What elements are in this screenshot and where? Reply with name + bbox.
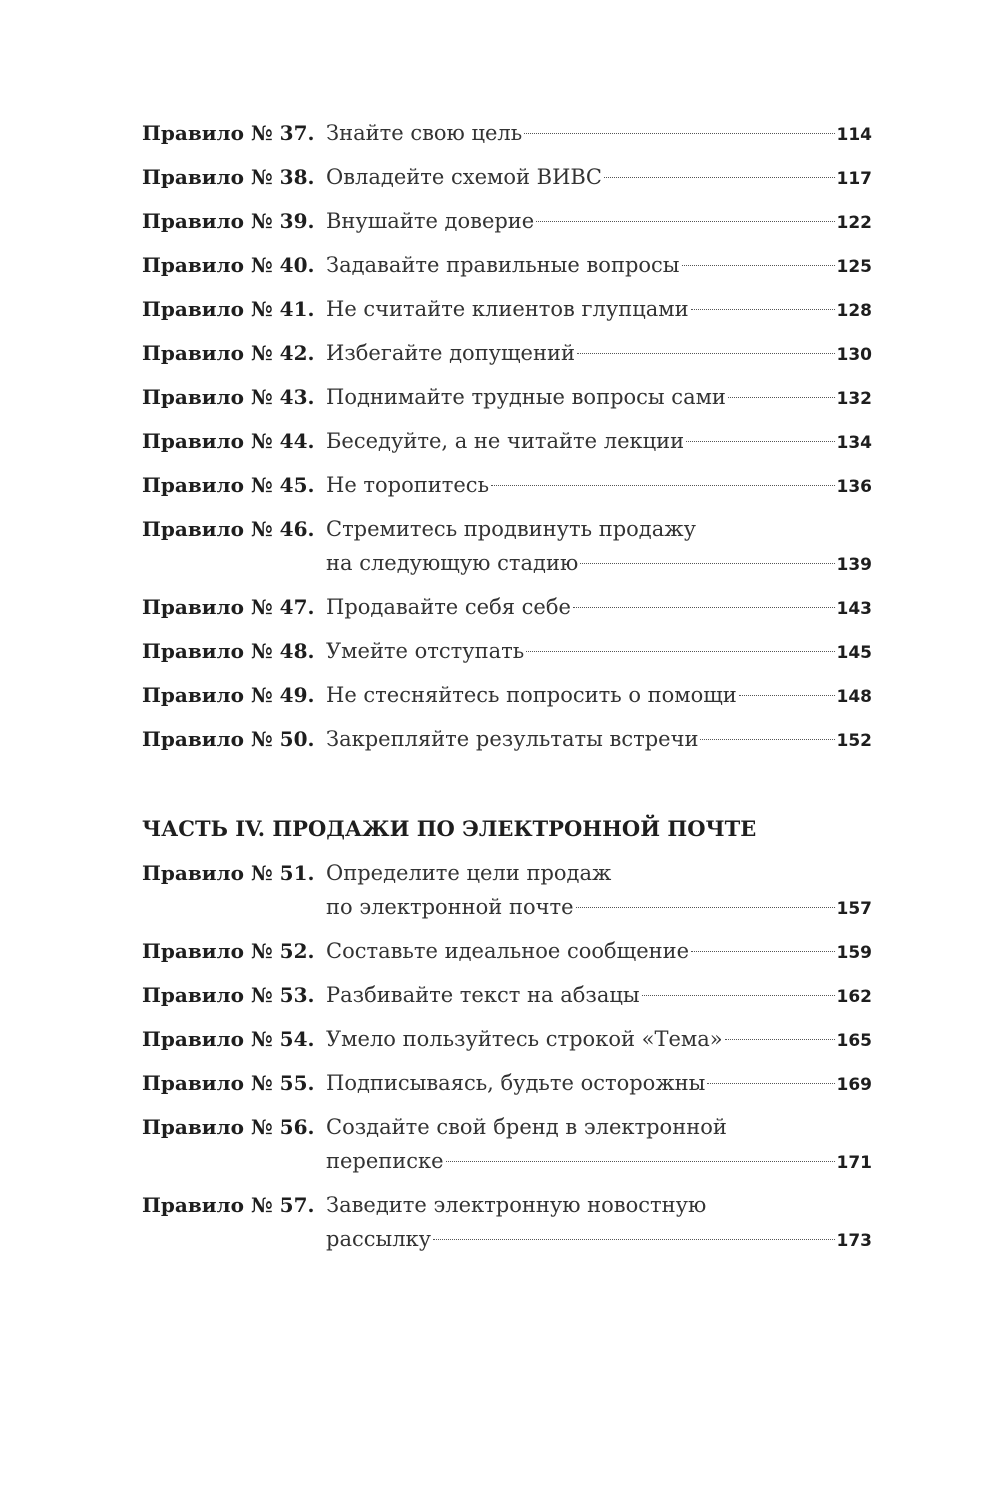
toc-entry-body — [326, 979, 872, 1011]
toc-entry-body — [326, 161, 872, 193]
toc-entry-body — [326, 469, 872, 501]
toc-entry-line — [326, 117, 872, 149]
toc-entry-line — [326, 1111, 872, 1145]
rule-title: Не считайте клиентов глупцами — [326, 297, 689, 321]
rule-title: Подписываясь, будьте осторожны — [326, 1071, 706, 1095]
rule-title: Знайте свою цель — [326, 121, 523, 145]
toc-entry-line — [326, 679, 872, 711]
rule-number: Правило № 39. — [142, 209, 315, 233]
toc-entry-line — [326, 635, 872, 667]
page-number: 117 — [836, 169, 872, 189]
toc-entry-line — [326, 293, 872, 325]
toc-entry — [142, 469, 872, 501]
dot-leader — [604, 177, 835, 178]
toc-entry — [142, 293, 872, 325]
rule-title: Определите цели продаж — [326, 861, 612, 885]
toc-entry-body — [326, 337, 872, 369]
rule-number: Правило № 47. — [142, 595, 315, 619]
page-number: 132 — [836, 389, 872, 409]
toc-entry-body — [326, 293, 872, 325]
page-number: 171 — [836, 1153, 872, 1173]
toc-entry-body — [326, 1111, 872, 1177]
rule-number: Правило № 57. — [142, 1193, 315, 1217]
rule-number: Правило № 52. — [142, 939, 315, 963]
dot-leader — [433, 1239, 834, 1240]
rule-title: на следующую стадию — [326, 551, 579, 575]
toc-entry-line — [326, 249, 872, 281]
rule-title: Разбивайте текст на абзацы — [326, 983, 640, 1007]
toc-entry — [142, 935, 872, 967]
toc-entry — [142, 1111, 872, 1177]
rule-number: Правило № 37. — [142, 121, 315, 145]
page-number: 145 — [836, 643, 872, 663]
rule-title: Избегайте допущений — [326, 341, 575, 365]
toc-entry-body — [326, 1067, 872, 1099]
dot-leader — [524, 133, 834, 134]
rule-number: Правило № 46. — [142, 517, 315, 541]
toc-entry-line — [326, 723, 872, 755]
toc-entry — [142, 679, 872, 711]
rule-title: рассылку — [326, 1227, 432, 1251]
toc-entry-line — [326, 381, 872, 413]
toc-entry — [142, 1023, 872, 1055]
toc-entry-body — [326, 425, 872, 457]
rule-number: Правило № 48. — [142, 639, 315, 663]
page-number: 122 — [836, 213, 872, 233]
page-number: 139 — [836, 555, 872, 575]
toc-entry — [142, 425, 872, 457]
toc-entry — [142, 591, 872, 623]
rule-number: Правило № 54. — [142, 1027, 315, 1051]
rule-title: по электронной почте — [326, 895, 574, 919]
toc-entry-line — [326, 1223, 872, 1255]
rule-number: Правило № 41. — [142, 297, 315, 321]
dot-leader — [580, 563, 834, 564]
toc-entry-line — [326, 891, 872, 923]
toc-entry-body — [326, 117, 872, 149]
toc-entry-body — [326, 723, 872, 755]
dot-leader — [707, 1083, 834, 1084]
toc-entry — [142, 1067, 872, 1099]
toc-entry — [142, 337, 872, 369]
rule-title: Внушайте доверие — [326, 209, 535, 233]
dot-leader — [576, 907, 835, 908]
toc-entry-line — [326, 857, 872, 891]
rule-title: Умело пользуйтесь строкой «Тема» — [326, 1027, 723, 1051]
rule-title: Продавайте себя себе — [326, 595, 571, 619]
dot-leader — [728, 397, 835, 398]
page-number: 159 — [836, 943, 872, 963]
rule-number: Правило № 53. — [142, 983, 315, 1007]
rule-number: Правило № 42. — [142, 341, 315, 365]
dot-leader — [642, 995, 835, 996]
rule-title: Не стесняйтесь попросить о помощи — [326, 683, 737, 707]
toc-entry-line — [326, 547, 872, 579]
toc-entry-body — [326, 205, 872, 237]
toc-entry — [142, 205, 872, 237]
toc-entry-line — [326, 425, 872, 457]
toc-entry — [142, 249, 872, 281]
toc-entry — [142, 1189, 872, 1255]
part-heading: ЧАСТЬ IV. ПРОДАЖИ ПО ЭЛЕКТРОННОЙ ПОЧТЕ — [142, 816, 757, 841]
toc-entry-line — [326, 161, 872, 193]
rule-number: Правило № 55. — [142, 1071, 315, 1095]
page-number: 128 — [836, 301, 872, 321]
dot-leader — [536, 221, 834, 222]
toc-entry — [142, 979, 872, 1011]
toc-entry-body — [326, 381, 872, 413]
rule-title: переписке — [326, 1149, 444, 1173]
toc-entry-line — [326, 1189, 872, 1223]
toc-entry-line — [326, 337, 872, 369]
page-number: 125 — [836, 257, 872, 277]
toc-entry-line — [326, 205, 872, 237]
rule-number: Правило № 49. — [142, 683, 315, 707]
toc-entry — [142, 635, 872, 667]
dot-leader — [739, 695, 835, 696]
page-number: 165 — [836, 1031, 872, 1051]
rule-number: Правило № 50. — [142, 727, 315, 751]
rule-number: Правило № 44. — [142, 429, 315, 453]
page-number: 173 — [836, 1231, 872, 1251]
toc-entry — [142, 117, 872, 149]
rule-title: Овладейте схемой ВИВС — [326, 165, 602, 189]
rule-number: Правило № 40. — [142, 253, 315, 277]
rule-title: Заведите электронную новостную — [326, 1193, 707, 1217]
page-number: 157 — [836, 899, 872, 919]
rule-title: Стремитесь продвинуть продажу — [326, 517, 696, 541]
toc-entry-line — [326, 1145, 872, 1177]
dot-leader — [691, 951, 834, 952]
toc-part-4 — [142, 813, 872, 1267]
toc-entry-line — [326, 1067, 872, 1099]
toc-entry-body — [326, 513, 872, 579]
page-number: 134 — [836, 433, 872, 453]
toc-entry — [142, 381, 872, 413]
dot-leader — [691, 309, 835, 310]
page-number: 148 — [836, 687, 872, 707]
toc-entry — [142, 161, 872, 193]
dot-leader — [686, 441, 834, 442]
toc-entry-body — [326, 1023, 872, 1055]
toc-entry-body — [326, 857, 872, 923]
rule-number: Правило № 56. — [142, 1115, 315, 1139]
rule-title: Составьте идеальное сообщение — [326, 939, 690, 963]
toc-entry-line — [326, 979, 872, 1011]
page-number: 169 — [836, 1075, 872, 1095]
toc-entry-line — [326, 591, 872, 623]
rule-title: Задавайте правильные вопросы — [326, 253, 680, 277]
dot-leader — [526, 651, 834, 652]
page-number: 130 — [836, 345, 872, 365]
toc-entry-line — [326, 513, 872, 547]
page-number: 114 — [836, 125, 872, 145]
dot-leader — [491, 485, 835, 486]
page-number: 143 — [836, 599, 872, 619]
dot-leader — [725, 1039, 835, 1040]
toc-entry-body — [326, 935, 872, 967]
toc-entry-body — [326, 635, 872, 667]
page-number: 136 — [836, 477, 872, 497]
toc-entry-line — [326, 469, 872, 501]
toc-entry — [142, 513, 872, 579]
dot-leader — [446, 1161, 835, 1162]
page-number: 152 — [836, 731, 872, 751]
rule-title: Не торопитесь — [326, 473, 489, 497]
dot-leader — [682, 265, 835, 266]
toc-entry-line — [326, 1023, 872, 1055]
toc-entry-body — [326, 679, 872, 711]
toc-entry-body — [326, 591, 872, 623]
dot-leader — [573, 607, 835, 608]
rule-number: Правило № 43. — [142, 385, 315, 409]
toc-entry — [142, 723, 872, 755]
rule-number: Правило № 51. — [142, 861, 315, 885]
dot-leader — [700, 739, 834, 740]
toc-entry-body — [326, 1189, 872, 1255]
rule-title: Поднимайте трудные вопросы сами — [326, 385, 726, 409]
rule-title: Закрепляйте результаты встречи — [326, 727, 699, 751]
toc-entry — [142, 857, 872, 923]
page-number: 162 — [836, 987, 872, 1007]
rule-title: Беседуйте, а не читайте лекции — [326, 429, 685, 453]
rule-number: Правило № 38. — [142, 165, 315, 189]
rule-title: Умейте отступать — [326, 639, 525, 663]
toc-entry-body — [326, 249, 872, 281]
rule-number: Правило № 45. — [142, 473, 315, 497]
toc-part-3 — [142, 117, 872, 767]
rule-title: Создайте свой бренд в электронной — [326, 1115, 727, 1139]
toc-entry-line — [326, 935, 872, 967]
dot-leader — [577, 353, 835, 354]
